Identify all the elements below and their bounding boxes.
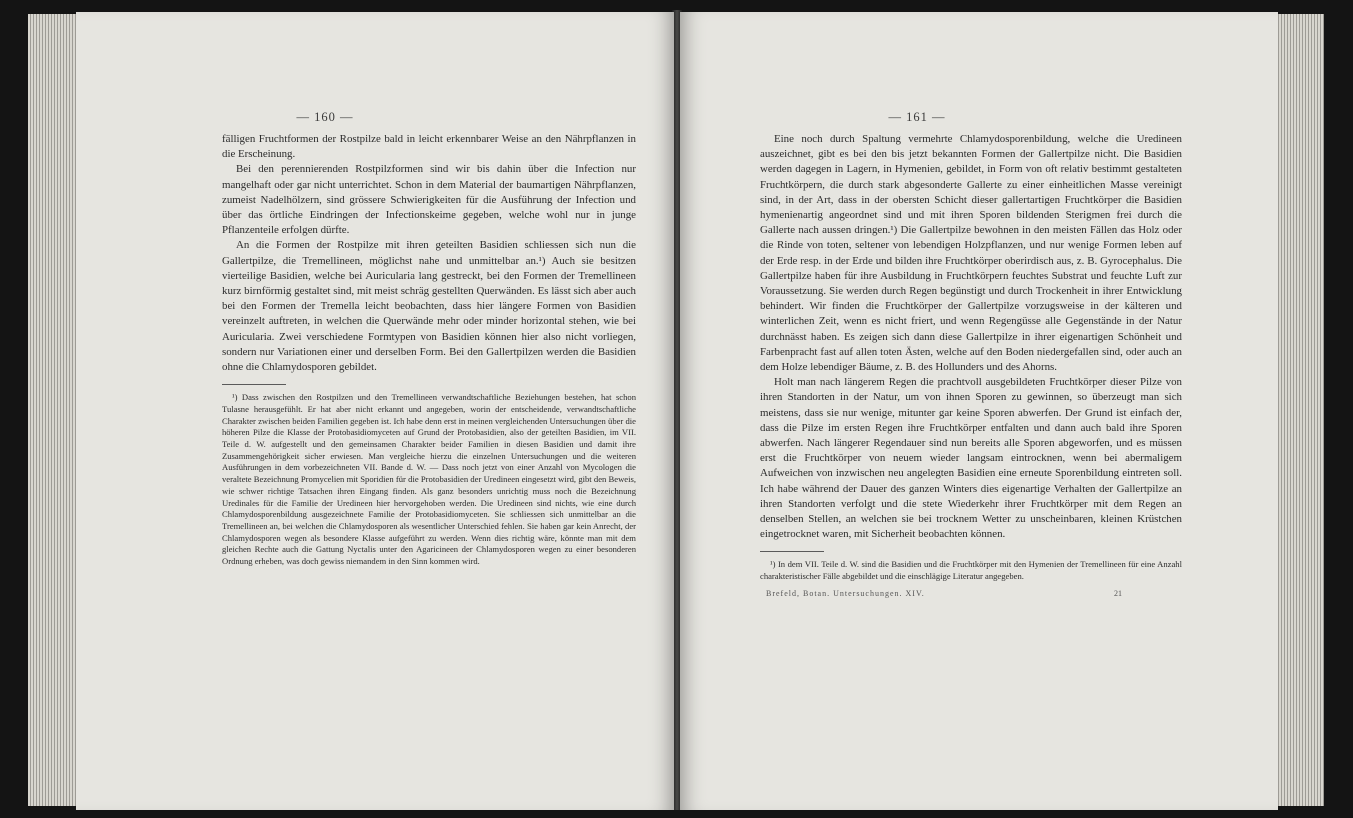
page-number: — 161 —	[888, 110, 946, 124]
paragraph: fälligen Fruchtformen der Rostpilze bald in leicht erkennbarer Weise an den Nährpflanzen in die Erscheinung.	[222, 133, 636, 161]
paragraph: Bei den perennierenden Rostpilzformen sind wir bis dahin über die Infection nur mangelhaft oder gar nicht unterrichtet. Schon in dem Material der baumartigen Nährpflanzen, zumeist Nadelhölzern, sind grössere Schwierigkeiten für die Ausführung der Infection und über das örtliche Eindringen der Infectionskeime gegeben, welche wohl nur in junge Pflanzenteile erfolgen dürfte.	[222, 163, 636, 237]
signature-number: 21	[1114, 588, 1122, 598]
paragraph: An die Formen der Rostpilze mit ihren geteilten Basidien schliessen sich nun die Gallertpilze, die Tremellineen, möglichst nahe und unmittelbar an.¹) Auch sie besitzen vierteilige Basidien, welche bei Auricularia lang gestreckt, bei den Formen der Tremellineen kurz birnförmig gestaltet sind, mit meist schräg gestellten Querwänden. Es lässt sich aber auch bei den Formen der Tremella leicht beobachten, dass hier längere Formen von Basidien vereinzelt auftreten, in welchen die Querwände mehr oder minder horizontal stehen, wie bei Auricularia. Zwei verschiedene Formtypen von Basidien können hier also nicht vorliegen, sondern nur Variationen einer und derselben Form. Bei den Gallertpilzen werden die Basidien ohne die Chlamydosporen gebildet.	[222, 239, 636, 374]
footnote-text: ¹) Dass zwischen den Rostpilzen und den Tremellineen verwandtschaftliche Beziehungen bestehen, hat schon Tulasne herausgefühlt. Er hat aber nicht erkannt und angegeben, worin der entscheidende, verwandtschaftliche Charakter zwischen beiden Familien gegeben ist. Ich habe denn erst in meinen vergleichenden Untersuchungen über die höheren Pilze die Klasse der Protobasidiomyceten auf Grund der Protobasidien, also der geteilten Basidien, im VII. Teile d. W. aufgestellt und den gemeinsamen Charakter beider Familien in diesen Basidien und damit ihre Zusammengehörigkeit sicher erwiesen. Man vergleiche hierzu die einzelnen Untersuchungen und die weiteren Ausführungen in dem vorbezeichneten VII. Bande d. W. — Dass noch jetzt von einer Anzahl von Mycologen die veraltete Bezeichnung Promycelien mit Sporidien für die Protobasidien der Uredineen eingesetzt wird, gibt den Beweis, wie schwer richtige Tatsachen ihren Eingang finden. Als ganz besonders unrichtig muss noch die Bezeichnung Uredinales für die Familie der Uredineen hier hervorgehoben werden. Die Uredineen sind nichts, wie eine durch Chlamydosporenbildung ausgezeichnete Familie der Protobasidiomyceten. Sie schliessen sich unmittelbar an die Tremellineen an, bei welchen die Chlamydosporen als wesentlicher Unterschied fehlen. Sie haben gar kein Anrecht, der Chlamydosporen wegen als besondere Klasse aufgeführt zu werden. Wenn dies richtig wäre, könnte man mit dem gleichen Rechte auch die Gattung Nyctalis unter den Agaricineen der Chlamydosporen wegen zu einer besonderen Ordnung erheben, was doch gewiss niemandem in den Sinn kommen wird.	[222, 392, 636, 567]
right-page	[680, 12, 1278, 810]
right-text-column	[760, 132, 1182, 601]
left-text-column	[222, 132, 636, 568]
page-footer	[760, 586, 1182, 601]
left-page-edges	[28, 14, 78, 806]
footnote	[222, 392, 636, 568]
footnote-text: ¹) In dem VII. Teile d. W. sind die Basidien und die Fruchtkörper mit den Hymenien der Tremellineen für eine Anzahl charakteristischer Fälle abgebildet und die einschlägige Literatur angegeben.	[760, 559, 1182, 582]
footnote-rule	[760, 551, 824, 552]
page-number: — 160 —	[296, 110, 354, 124]
footer-signature: Brefeld, Botan. Untersuchungen. XIV.	[766, 588, 925, 598]
footnote-rule	[222, 384, 286, 385]
left-page	[76, 12, 674, 810]
paragraph: Holt man nach längerem Regen die prachtvoll ausgebildeten Fruchtkörper dieser Pilze von ihren Standorten in der Natur, um von ihnen Sporen zu gewinnen, so überzeugt man sich meistens, dass sie nur wenige, mitunter gar keine Sporen abwerfen. Der Grund ist einfach der, dass die Pilze im ersten Regen ihre Fruchtkörper entfalten und dann auch bald ihre Sporen abwerfen. Nach längerer Regendauer sind nun bereits alle Sporen abgeworfen, und es müssen erst die Fruchtkörper von neuem wieder langsam eintrocknen, wenn bei abermaligem Aufweichen von inzwischen neu angelegten Basidien eine erneute Sporenbildung eintreten soll. Ich habe während der Dauer des ganzen Winters dies eigenartige Verhalten der Gallertpilze an ihren Standorten verfolgt und die stete Wiederkehr ihrer Fruchtkörper mit dem Regen an denselben Stellen, an welchen sie bei trocknem Wetter zu unscheinbaren, kleinen Krüstchen eingetrocknet waren, mit Sicherheit beobachten können.	[760, 376, 1182, 541]
footnote	[760, 559, 1182, 582]
paragraph: Eine noch durch Spaltung vermehrte Chlamydosporenbildung, welche die Uredineen auszeichnet, gibt es bei den bis jetzt bekannten Formen der Gallertpilze nicht. Die Basidien werden dagegen in Lagern, in Hymenien, gebildet, in Form von oft relativ bestimmt gestalteten Fruchtkörpern, die durch stark abgesonderte Gallerte zu einer einheitlichen Masse vereinigt sind, in der Art, dass in der obersten Schicht dieser gallertartigen Fruchtkörper die Basidien hymenienartig angeordnet sind und mit ihren Sporen bildenden Sterigmen frei durch die Gallerte nach aussen dringen.¹) Die Gallertpilze bewohnen in den meisten Fällen das Holz oder die Rinde von toten, seltener von lebendigen Holzpflanzen, und nur wenige Formen leben auf der Erde resp. in der Erde und bilden ihre Fruchtkörper oberirdisch aus, z. B. Gyrocephalus. Die Gallertpilze haben für ihre Ausbildung in Fruchtkörpern feuchtes Substrat und feuchte Luft zur Voraussetzung. Sie werden durch Regen begünstigt und durch Trockenheit in ihrer Entwicklung behindert. Wir finden die Fruchtkörper der Gallertpilze vorzugsweise in der kälteren und winterlichen Zeit, wenn es nicht friert, und wenn Regengüsse alle Gegenstände in der Natur durchnässt haben. Es zeigen sich dann diese Gallertpilze in ihrer eigenartigen Schönheit und Farbenpracht fast auf allen toten Ästen, welche auf den Boden niedergefallen sind, oder auch an dem Holze lebendiger Bäume, z. B. des Hollunders und des Ahorns.	[760, 133, 1182, 374]
right-page-edges	[1276, 14, 1324, 806]
